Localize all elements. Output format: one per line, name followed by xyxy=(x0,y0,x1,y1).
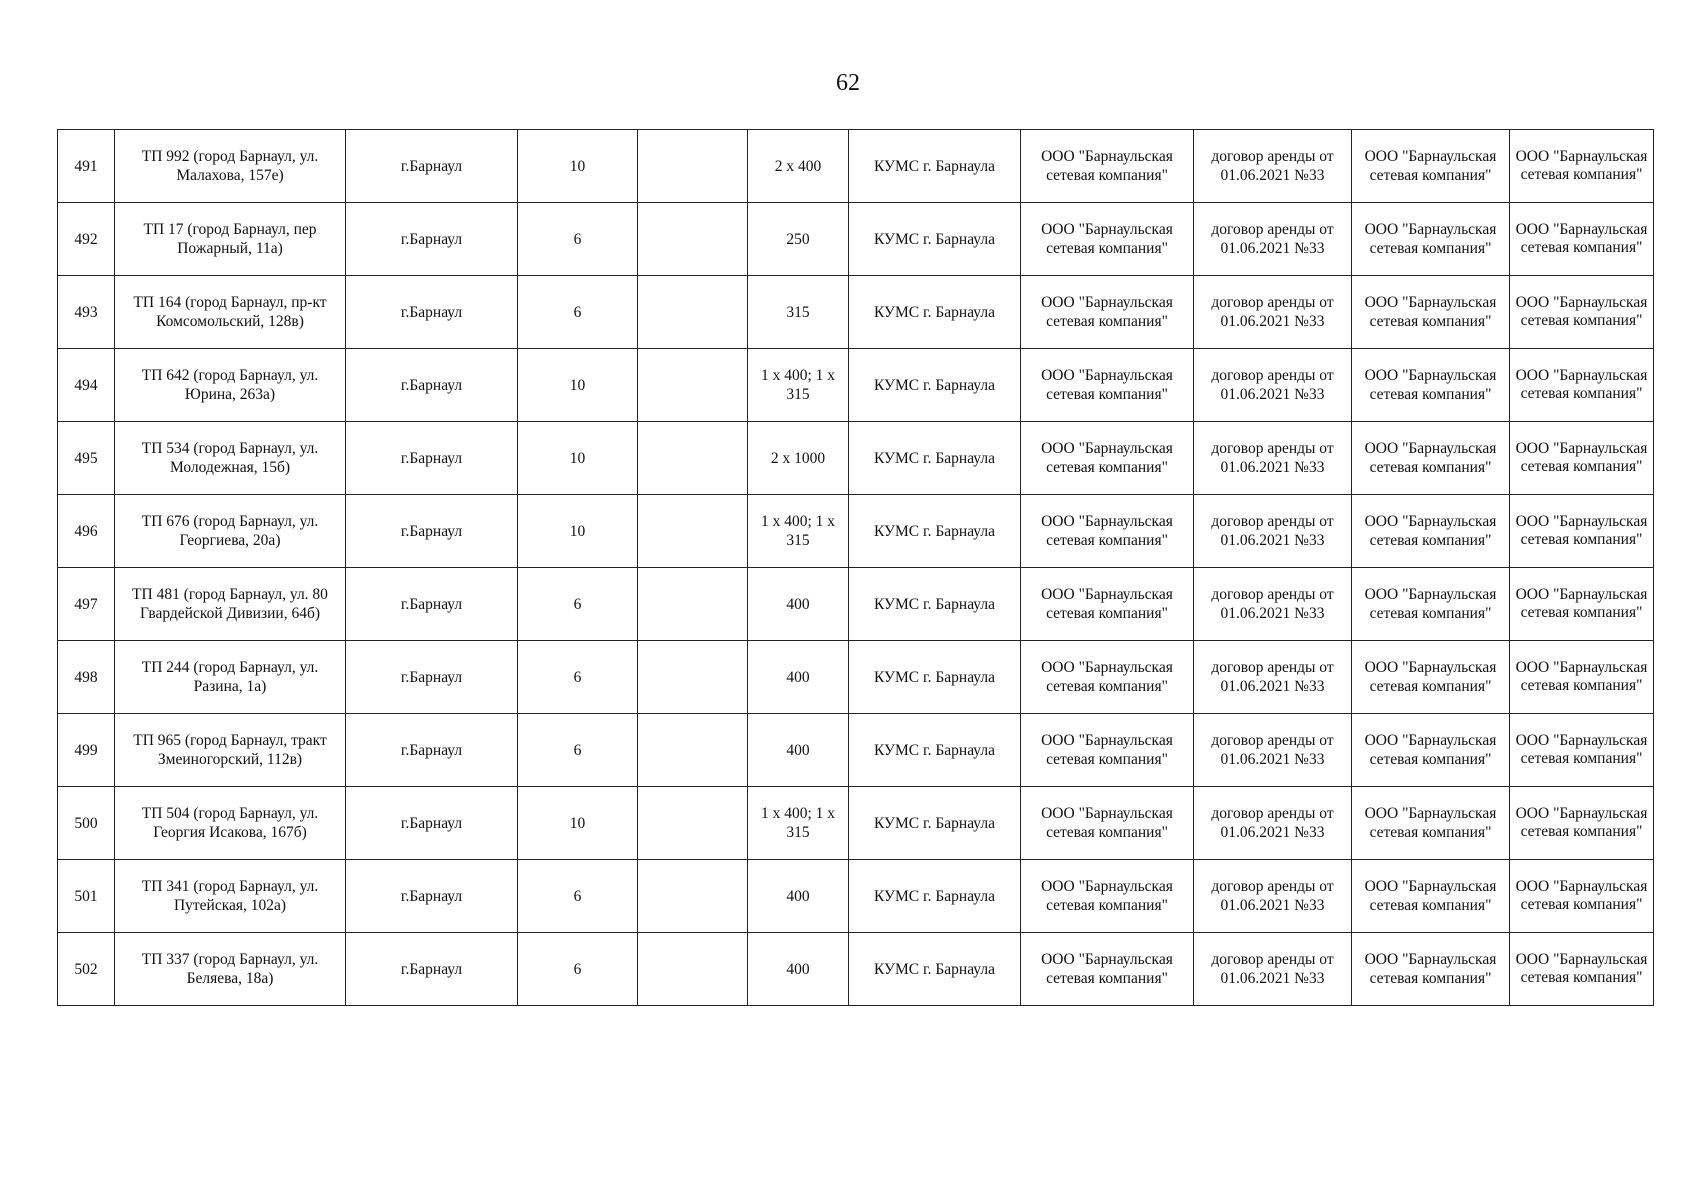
city-cell: г.Барнаул xyxy=(346,349,518,422)
table-row xyxy=(58,422,1654,495)
substation-name-cell: ТП 481 (город Барнаул, ул. 80 Гвардейской Дивизии, 64б) xyxy=(115,568,346,641)
organization-cell: ООО "Барнаульская сетевая компания" xyxy=(1510,641,1654,714)
voltage-cell: 6 xyxy=(518,568,638,641)
city-cell: г.Барнаул xyxy=(346,422,518,495)
organization-cell: ООО "Барнаульская сетевая компания" xyxy=(1510,130,1654,203)
substation-name-cell: ТП 244 (город Барнаул, ул. Разина, 1а) xyxy=(115,641,346,714)
operator-cell: ООО "Барнаульская сетевая компания" xyxy=(1352,495,1510,568)
contract-cell: договор аренды от 01.06.2021 №33 xyxy=(1194,568,1352,641)
blank-cell xyxy=(638,495,748,568)
city-cell: г.Барнаул xyxy=(346,641,518,714)
contract-cell: договор аренды от 01.06.2021 №33 xyxy=(1194,641,1352,714)
table-row xyxy=(58,203,1654,276)
voltage-cell: 6 xyxy=(518,860,638,933)
tenant-cell: ООО "Барнаульская сетевая компания" xyxy=(1021,422,1194,495)
substation-table xyxy=(57,129,1654,1006)
blank-cell xyxy=(638,860,748,933)
organization-cell: ООО "Барнаульская сетевая компания" xyxy=(1510,568,1654,641)
tenant-cell: ООО "Барнаульская сетевая компания" xyxy=(1021,787,1194,860)
tenant-cell: ООО "Барнаульская сетевая компания" xyxy=(1021,568,1194,641)
owner-cell: КУМС г. Барнаула xyxy=(849,568,1021,641)
voltage-cell: 10 xyxy=(518,495,638,568)
row-number-cell: 499 xyxy=(58,714,115,787)
contract-cell: договор аренды от 01.06.2021 №33 xyxy=(1194,130,1352,203)
row-number-cell: 492 xyxy=(58,203,115,276)
contract-cell: договор аренды от 01.06.2021 №33 xyxy=(1194,349,1352,422)
owner-cell: КУМС г. Барнаула xyxy=(849,787,1021,860)
table-row xyxy=(58,860,1654,933)
operator-cell: ООО "Барнаульская сетевая компания" xyxy=(1352,568,1510,641)
city-cell: г.Барнаул xyxy=(346,714,518,787)
operator-cell: ООО "Барнаульская сетевая компания" xyxy=(1352,860,1510,933)
table-row xyxy=(58,641,1654,714)
substation-name-cell: ТП 504 (город Барнаул, ул. Георгия Исакова, 167б) xyxy=(115,787,346,860)
row-number-cell: 501 xyxy=(58,860,115,933)
voltage-cell: 6 xyxy=(518,203,638,276)
table-row xyxy=(58,933,1654,1006)
blank-cell xyxy=(638,130,748,203)
organization-cell: ООО "Барнаульская сетевая компания" xyxy=(1510,933,1654,1006)
contract-cell: договор аренды от 01.06.2021 №33 xyxy=(1194,422,1352,495)
table-body xyxy=(58,130,1654,1006)
table-row xyxy=(58,130,1654,203)
transformer-power-cell: 2 х 1000 xyxy=(748,422,849,495)
transformer-power-cell: 1 х 400; 1 х 315 xyxy=(748,349,849,422)
row-number-cell: 500 xyxy=(58,787,115,860)
operator-cell: ООО "Барнаульская сетевая компания" xyxy=(1352,641,1510,714)
tenant-cell: ООО "Барнаульская сетевая компания" xyxy=(1021,860,1194,933)
transformer-power-cell: 250 xyxy=(748,203,849,276)
operator-cell: ООО "Барнаульская сетевая компания" xyxy=(1352,276,1510,349)
city-cell: г.Барнаул xyxy=(346,860,518,933)
voltage-cell: 10 xyxy=(518,787,638,860)
operator-cell: ООО "Барнаульская сетевая компания" xyxy=(1352,787,1510,860)
organization-cell: ООО "Барнаульская сетевая компания" xyxy=(1510,203,1654,276)
voltage-cell: 6 xyxy=(518,714,638,787)
tenant-cell: ООО "Барнаульская сетевая компания" xyxy=(1021,130,1194,203)
owner-cell: КУМС г. Барнаула xyxy=(849,203,1021,276)
operator-cell: ООО "Барнаульская сетевая компания" xyxy=(1352,130,1510,203)
owner-cell: КУМС г. Барнаула xyxy=(849,276,1021,349)
row-number-cell: 502 xyxy=(58,933,115,1006)
transformer-power-cell: 400 xyxy=(748,714,849,787)
contract-cell: договор аренды от 01.06.2021 №33 xyxy=(1194,933,1352,1006)
organization-cell: ООО "Барнаульская сетевая компания" xyxy=(1510,714,1654,787)
transformer-power-cell: 2 х 400 xyxy=(748,130,849,203)
table-row xyxy=(58,276,1654,349)
owner-cell: КУМС г. Барнаула xyxy=(849,130,1021,203)
table-row xyxy=(58,349,1654,422)
blank-cell xyxy=(638,203,748,276)
contract-cell: договор аренды от 01.06.2021 №33 xyxy=(1194,860,1352,933)
organization-cell: ООО "Барнаульская сетевая компания" xyxy=(1510,422,1654,495)
table-row xyxy=(58,714,1654,787)
voltage-cell: 6 xyxy=(518,276,638,349)
operator-cell: ООО "Барнаульская сетевая компания" xyxy=(1352,422,1510,495)
voltage-cell: 6 xyxy=(518,933,638,1006)
city-cell: г.Барнаул xyxy=(346,568,518,641)
city-cell: г.Барнаул xyxy=(346,495,518,568)
transformer-power-cell: 1 х 400; 1 х 315 xyxy=(748,495,849,568)
transformer-power-cell: 400 xyxy=(748,641,849,714)
table-row xyxy=(58,568,1654,641)
organization-cell: ООО "Барнаульская сетевая компания" xyxy=(1510,349,1654,422)
owner-cell: КУМС г. Барнаула xyxy=(849,933,1021,1006)
substation-name-cell: ТП 676 (город Барнаул, ул. Георгиева, 20а) xyxy=(115,495,346,568)
voltage-cell: 10 xyxy=(518,349,638,422)
voltage-cell: 10 xyxy=(518,422,638,495)
tenant-cell: ООО "Барнаульская сетевая компания" xyxy=(1021,714,1194,787)
owner-cell: КУМС г. Барнаула xyxy=(849,349,1021,422)
contract-cell: договор аренды от 01.06.2021 №33 xyxy=(1194,203,1352,276)
operator-cell: ООО "Барнаульская сетевая компания" xyxy=(1352,933,1510,1006)
row-number-cell: 494 xyxy=(58,349,115,422)
transformer-power-cell: 400 xyxy=(748,860,849,933)
voltage-cell: 6 xyxy=(518,641,638,714)
contract-cell: договор аренды от 01.06.2021 №33 xyxy=(1194,276,1352,349)
blank-cell xyxy=(638,933,748,1006)
row-number-cell: 498 xyxy=(58,641,115,714)
blank-cell xyxy=(638,349,748,422)
city-cell: г.Барнаул xyxy=(346,276,518,349)
operator-cell: ООО "Барнаульская сетевая компания" xyxy=(1352,349,1510,422)
city-cell: г.Барнаул xyxy=(346,130,518,203)
tenant-cell: ООО "Барнаульская сетевая компания" xyxy=(1021,349,1194,422)
transformer-power-cell: 400 xyxy=(748,933,849,1006)
blank-cell xyxy=(638,276,748,349)
blank-cell xyxy=(638,568,748,641)
row-number-cell: 496 xyxy=(58,495,115,568)
organization-cell: ООО "Барнаульская сетевая компания" xyxy=(1510,787,1654,860)
transformer-power-cell: 315 xyxy=(748,276,849,349)
operator-cell: ООО "Барнаульская сетевая компания" xyxy=(1352,714,1510,787)
substation-name-cell: ТП 534 (город Барнаул, ул. Молодежная, 15б) xyxy=(115,422,346,495)
city-cell: г.Барнаул xyxy=(346,203,518,276)
contract-cell: договор аренды от 01.06.2021 №33 xyxy=(1194,714,1352,787)
substation-name-cell: ТП 17 (город Барнаул, пер Пожарный, 11а) xyxy=(115,203,346,276)
tenant-cell: ООО "Барнаульская сетевая компания" xyxy=(1021,495,1194,568)
operator-cell: ООО "Барнаульская сетевая компания" xyxy=(1352,203,1510,276)
city-cell: г.Барнаул xyxy=(346,933,518,1006)
tenant-cell: ООО "Барнаульская сетевая компания" xyxy=(1021,933,1194,1006)
transformer-power-cell: 1 х 400; 1 х 315 xyxy=(748,787,849,860)
substation-name-cell: ТП 164 (город Барнаул, пр-кт Комсомольский, 128в) xyxy=(115,276,346,349)
owner-cell: КУМС г. Барнаула xyxy=(849,641,1021,714)
blank-cell xyxy=(638,641,748,714)
owner-cell: КУМС г. Барнаула xyxy=(849,714,1021,787)
transformer-power-cell: 400 xyxy=(748,568,849,641)
table-row xyxy=(58,495,1654,568)
substation-name-cell: ТП 341 (город Барнаул, ул. Путейская, 102а) xyxy=(115,860,346,933)
city-cell: г.Барнаул xyxy=(346,787,518,860)
tenant-cell: ООО "Барнаульская сетевая компания" xyxy=(1021,641,1194,714)
contract-cell: договор аренды от 01.06.2021 №33 xyxy=(1194,787,1352,860)
owner-cell: КУМС г. Барнаула xyxy=(849,860,1021,933)
organization-cell: ООО "Барнаульская сетевая компания" xyxy=(1510,495,1654,568)
blank-cell xyxy=(638,422,748,495)
row-number-cell: 491 xyxy=(58,130,115,203)
substation-name-cell: ТП 965 (город Барнаул, тракт Змеиногорский, 112в) xyxy=(115,714,346,787)
blank-cell xyxy=(638,787,748,860)
row-number-cell: 493 xyxy=(58,276,115,349)
owner-cell: КУМС г. Барнаула xyxy=(849,422,1021,495)
organization-cell: ООО "Барнаульская сетевая компания" xyxy=(1510,860,1654,933)
row-number-cell: 495 xyxy=(58,422,115,495)
substation-name-cell: ТП 642 (город Барнаул, ул. Юрина, 263а) xyxy=(115,349,346,422)
row-number-cell: 497 xyxy=(58,568,115,641)
substation-name-cell: ТП 992 (город Барнаул, ул. Малахова, 157е) xyxy=(115,130,346,203)
table-row xyxy=(58,787,1654,860)
tenant-cell: ООО "Барнаульская сетевая компания" xyxy=(1021,276,1194,349)
voltage-cell: 10 xyxy=(518,130,638,203)
organization-cell: ООО "Барнаульская сетевая компания" xyxy=(1510,276,1654,349)
contract-cell: договор аренды от 01.06.2021 №33 xyxy=(1194,495,1352,568)
blank-cell xyxy=(638,714,748,787)
substation-name-cell: ТП 337 (город Барнаул, ул. Беляева, 18а) xyxy=(115,933,346,1006)
owner-cell: КУМС г. Барнаула xyxy=(849,495,1021,568)
page-number: 62 xyxy=(836,70,860,96)
tenant-cell: ООО "Барнаульская сетевая компания" xyxy=(1021,203,1194,276)
